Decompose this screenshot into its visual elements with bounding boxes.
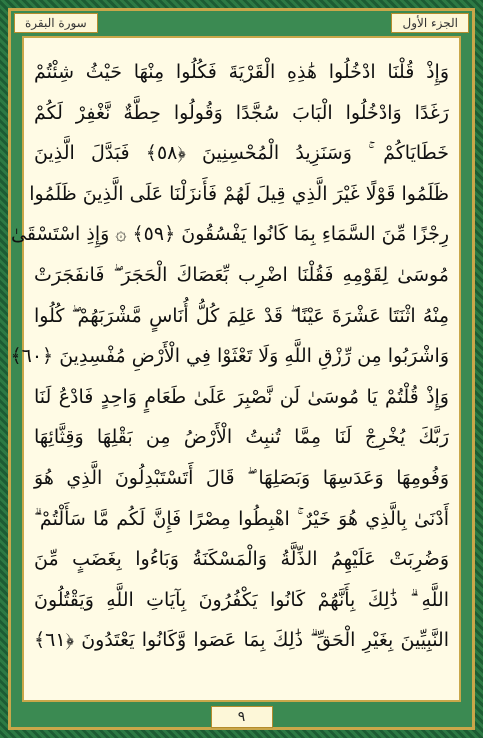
text-line: أَدْنَىٰ بِالَّذِي هُوَ خَيْرٌ ۚ اهْبِطُوا مِصْرًا فَإِنَّ لَكُم مَّا سَأَلْتُمْ ۗ xyxy=(34,507,449,530)
text-line: رِجْزًا مِّنَ السَّمَاءِ بِمَا كَانُوا يَفْسُقُونَ ﴿٥٩﴾ ۞ وَإِذِ اسْتَسْقَىٰ xyxy=(11,223,449,246)
text-line: خَطَايَاكُمْ ۚ وَسَنَزِيدُ الْمُحْسِنِينَ ﴿٥٨﴾ فَبَدَّلَ الَّذِينَ xyxy=(34,142,449,165)
text-line: وَإِذْ قُلْتُمْ يَا مُوسَىٰ لَن نَّصْبِرَ عَلَىٰ طَعَامٍ وَاحِدٍ فَادْعُ لَنَا xyxy=(34,385,449,408)
text-line: النَّبِيِّينَ بِغَيْرِ الْحَقِّ ۗ ذَٰلِكَ بِمَا عَصَوا وَّكَانُوا يَعْتَدُونَ ﴿٦١﴾ xyxy=(34,629,449,652)
text-line: رَغَدًا وَادْخُلُوا الْبَابَ سُجَّدًا وَقُولُوا حِطَّةٌ نَّغْفِرْ لَكُمْ xyxy=(34,101,449,124)
text-line: اللَّهِ ۗ ذَٰلِكَ بِأَنَّهُمْ كَانُوا يَكْفُرُونَ بِآيَاتِ اللَّهِ وَيَقْتُلُونَ xyxy=(34,588,449,611)
surah-label: سورة البقرة xyxy=(14,13,98,33)
page-number: ٩ xyxy=(211,706,273,728)
text-line: مُوسَىٰ لِقَوْمِهِ فَقُلْنَا اضْرِب بِّعَصَاكَ الْحَجَرَ ۖ فَانفَجَرَتْ xyxy=(34,263,449,286)
text-line: ظَلَمُوا قَوْلًا غَيْرَ الَّذِي قِيلَ لَهُمْ فَأَنزَلْنَا عَلَى الَّذِينَ ظَلَمُوا xyxy=(29,182,449,205)
juz-label: الجزء الأول xyxy=(391,13,469,33)
page-header xyxy=(14,12,469,34)
text-line: وَضُرِبَتْ عَلَيْهِمُ الذِّلَّةُ وَالْمَسْكَنَةُ وَبَاءُوا بِغَضَبٍ مِّنَ xyxy=(34,548,449,571)
text-line: وَإِذْ قُلْنَا ادْخُلُوا هَٰذِهِ الْقَرْيَةَ فَكُلُوا مِنْهَا حَيْثُ شِئْتُمْ xyxy=(34,61,449,83)
text-line: وَاشْرَبُوا مِن رِّزْقِ اللَّهِ وَلَا تَعْثَوْا فِي الْأَرْضِ مُفْسِدِينَ ﴿٦٠﴾ xyxy=(10,345,449,368)
text-line: مِنْهُ اثْنَتَا عَشْرَةَ عَيْنًا ۖ قَدْ عَلِمَ كُلُّ أُنَاسٍ مَّشْرَبَهُمْ ۖ كُلُوا xyxy=(34,304,449,327)
quran-text-area xyxy=(10,36,461,702)
text-line: رَبَّكَ يُخْرِجْ لَنَا مِمَّا تُنبِتُ الْأَرْضُ مِن بَقْلِهَا وَقِثَّائِهَا xyxy=(34,426,449,449)
text-line: وَفُومِهَا وَعَدَسِهَا وَبَصَلِهَا ۖ قَالَ أَتَسْتَبْدِلُونَ الَّذِي هُوَ xyxy=(34,466,449,489)
